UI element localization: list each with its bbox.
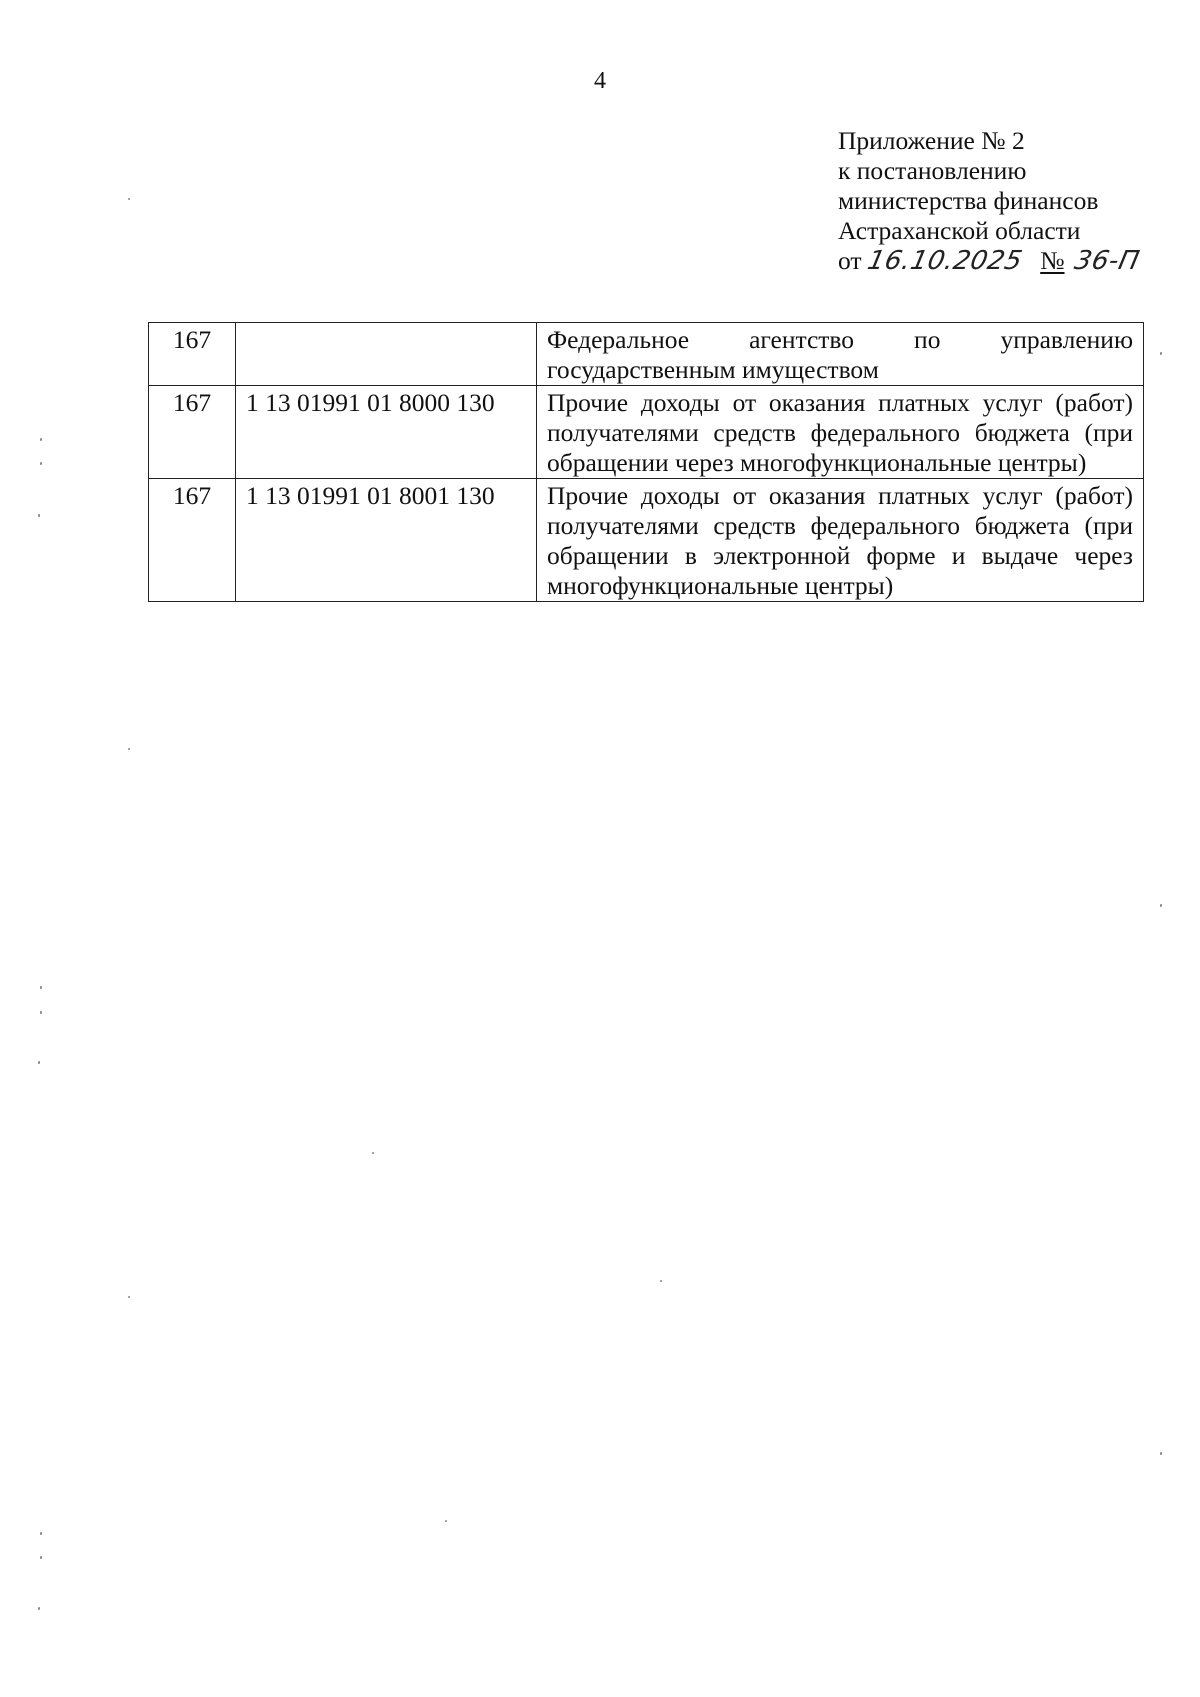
- scan-speck: [1160, 1452, 1162, 1455]
- scan-speck: [128, 748, 130, 750]
- scan-speck: [445, 1520, 447, 1522]
- scan-speck: [128, 1296, 130, 1298]
- number-sign: №: [1040, 246, 1065, 275]
- page-number: 4: [594, 68, 606, 94]
- scan-speck: [40, 1556, 42, 1559]
- scan-speck: [40, 462, 42, 465]
- income-name-cell: Прочие доходы от оказания платных услуг (работ) получателями средств федерального бюджета (при обращении через многофункциональные центры): [537, 386, 1144, 479]
- appendix-line-region: Астраханской области: [838, 216, 1081, 245]
- handwritten-date: 16.10.2025: [864, 246, 1026, 276]
- income-code-cell: 1 13 01991 01 8000 130: [236, 386, 537, 479]
- income-codes-table: [148, 322, 1144, 602]
- table-row: [149, 323, 1144, 386]
- table-row: [149, 386, 1144, 479]
- scan-speck: [38, 514, 40, 517]
- scan-speck: [40, 1011, 42, 1014]
- scan-speck: [40, 438, 42, 441]
- admin-code-cell: 167: [149, 323, 236, 386]
- table-row: [149, 479, 1144, 602]
- scan-speck: [1160, 352, 1162, 355]
- scan-speck: [128, 198, 130, 200]
- scan-speck: [372, 1152, 374, 1154]
- income-name-cell: Прочие доходы от оказания платных услуг (работ) получателями средств федерального бюджета (при обращении в электронной форме и выдаче через многофункциональные центры): [537, 479, 1144, 602]
- date-prefix: от: [838, 246, 862, 275]
- admin-code-cell: 167: [149, 479, 236, 602]
- income-code-cell: [236, 323, 537, 386]
- appendix-line-decree: к постановлению: [838, 156, 1027, 185]
- appendix-date-line: [838, 246, 1168, 276]
- scan-speck: [40, 986, 42, 989]
- appendix-line-ministry: министерства финансов: [838, 186, 1099, 215]
- appendix-title: Приложение № 2: [838, 126, 1025, 155]
- admin-code-cell: 167: [149, 386, 236, 479]
- scan-speck: [38, 1607, 40, 1610]
- handwritten-number: 36-П: [1071, 246, 1143, 276]
- scan-speck: [38, 1061, 40, 1064]
- scan-speck: [1160, 904, 1162, 907]
- appendix-header: [838, 126, 1168, 276]
- income-name-cell: Федеральное агентство по управлению государственным имуществом: [537, 323, 1144, 386]
- scan-speck: [660, 1280, 662, 1282]
- income-code-cell: 1 13 01991 01 8001 130: [236, 479, 537, 602]
- scan-speck: [40, 1532, 42, 1535]
